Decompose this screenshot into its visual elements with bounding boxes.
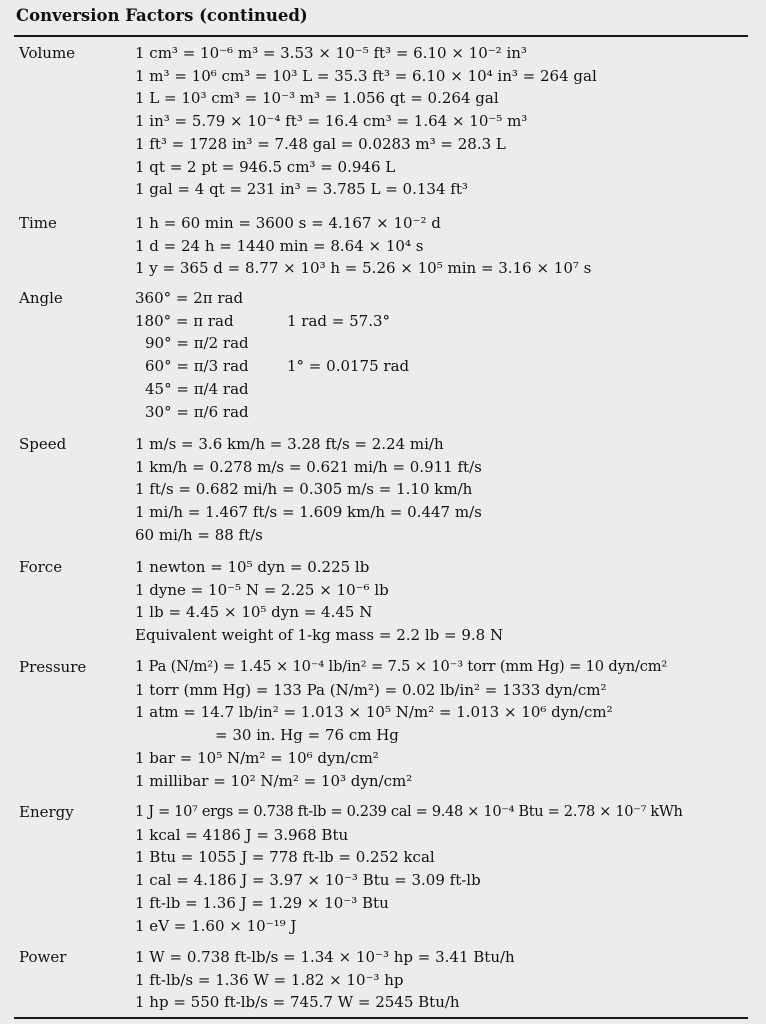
angle-equivalence: 30° = π/6 rad	[145, 402, 249, 421]
angle-equivalence: 360° = 2π rad	[135, 289, 244, 307]
section-label: Volume	[19, 44, 76, 62]
section-label: Force	[19, 558, 63, 576]
conversion-line: 1 mi/h = 1.467 ft/s = 1.609 km/h = 0.447 m/s	[135, 503, 482, 522]
conversion-line: 1 d = 24 h = 1440 min = 8.64 × 10⁴ s	[135, 236, 424, 255]
angle-equivalence: 60° = π/3 rad	[145, 357, 249, 376]
conversion-line: 1 ft/s = 0.682 mi/h = 0.305 m/s = 1.10 km/h	[135, 480, 473, 499]
conversion-line: 1 gal = 4 qt = 231 in³ = 3.785 L = 0.134 ft³	[135, 180, 468, 199]
conversion-line: 1 kcal = 4186 J = 3.968 Btu	[135, 825, 349, 844]
section-label: Speed	[19, 435, 67, 453]
conversion-line: 1 Pa (N/m²) = 1.45 × 10⁻⁴ lb/in² = 7.5 × 10⁻³ torr (mm Hg) = 10 dyn/cm²	[135, 658, 668, 675]
conversion-line: 60 mi/h = 88 ft/s	[135, 525, 263, 544]
conversion-line: 1 Btu = 1055 J = 778 ft-lb = 0.252 kcal	[135, 848, 435, 867]
conversion-line: 1 J = 10⁷ ergs = 0.738 ft-lb = 0.239 cal = 9.48 × 10⁻⁴ Btu = 2.78 × 10⁻⁷ kWh	[135, 803, 683, 820]
conversion-line: 1 ft-lb = 1.36 J = 1.29 × 10⁻³ Btu	[135, 893, 389, 912]
angle-equivalence: 90° = π/2 rad	[145, 334, 249, 353]
conversion-line: 1 y = 365 d = 8.77 × 10³ h = 5.26 × 10⁵ min = 3.16 × 10⁷ s	[135, 259, 592, 278]
conversion-line: 1 atm = 14.7 lb/in² = 1.013 × 10⁵ N/m² = 1.013 × 10⁶ dyn/cm²	[135, 703, 613, 722]
conversion-line: 1 ft³ = 1728 in³ = 7.48 gal = 0.0283 m³ = 28.3 L	[135, 134, 506, 153]
conversion-line: 1 cal = 4.186 J = 3.97 × 10⁻³ Btu = 3.09 ft-lb	[135, 871, 481, 890]
angle-equivalence: 45° = π/4 rad	[145, 379, 249, 398]
conversion-line: 1 cm³ = 10⁻⁶ m³ = 3.53 × 10⁻⁵ ft³ = 6.10 × 10⁻² in³	[135, 44, 527, 62]
top-rule	[14, 35, 748, 37]
conversion-line: 1 bar = 10⁵ N/m² = 10⁶ dyn/cm²	[135, 748, 379, 767]
section-label: Power	[19, 948, 67, 966]
conversion-line: 1 m³ = 10⁶ cm³ = 10³ L = 35.3 ft³ = 6.10 × 10⁴ in³ = 264 gal	[135, 66, 597, 85]
conversion-line: 1 eV = 1.60 × 10⁻¹⁹ J	[135, 916, 297, 935]
angle-equivalence: 180° = π rad	[135, 311, 234, 330]
angle-equivalence: 1 rad = 57.3°	[287, 311, 391, 330]
section-label: Angle	[19, 289, 63, 307]
conversion-line: 1 ft-lb/s = 1.36 W = 1.82 × 10⁻³ hp	[135, 970, 404, 989]
conversion-line: 1 hp = 550 ft-lb/s = 745.7 W = 2545 Btu/h	[135, 993, 460, 1012]
conversion-line: = 30 in. Hg = 76 cm Hg	[215, 726, 399, 745]
conversion-line: 1 m/s = 3.6 km/h = 3.28 ft/s = 2.24 mi/h	[135, 435, 444, 453]
conversion-line: 1 newton = 10⁵ dyn = 0.225 lb	[135, 558, 370, 576]
section-label: Energy	[19, 803, 74, 821]
conversion-line: 1 W = 0.738 ft-lb/s = 1.34 × 10⁻³ hp = 3.41 Btu/h	[135, 948, 515, 966]
conversion-line: Equivalent weight of 1-kg mass = 2.2 lb = 9.8 N	[135, 626, 504, 645]
conversion-line: 1 lb = 4.45 × 10⁵ dyn = 4.45 N	[135, 603, 373, 622]
conversion-line: 1 km/h = 0.278 m/s = 0.621 mi/h = 0.911 ft/s	[135, 457, 482, 476]
angle-equivalence: 1° = 0.0175 rad	[287, 357, 410, 376]
conversion-line: 1 in³ = 5.79 × 10⁻⁴ ft³ = 16.4 cm³ = 1.64 × 10⁻⁵ m³	[135, 112, 528, 131]
conversion-line: 1 dyne = 10⁻⁵ N = 2.25 × 10⁻⁶ lb	[135, 580, 389, 599]
bottom-rule	[14, 1017, 748, 1019]
page-title: Conversion Factors (continued)	[16, 6, 308, 25]
conversion-line: 1 qt = 2 pt = 946.5 cm³ = 0.946 L	[135, 157, 396, 176]
conversion-line: 1 millibar = 10² N/m² = 10³ dyn/cm²	[135, 771, 413, 790]
section-label: Time	[19, 214, 57, 232]
conversion-line: 1 L = 10³ cm³ = 10⁻³ m³ = 1.056 qt = 0.264 gal	[135, 89, 499, 108]
conversion-line: 1 torr (mm Hg) = 133 Pa (N/m²) = 0.02 lb/in² = 1333 dyn/cm²	[135, 680, 607, 699]
conversion-line: 1 h = 60 min = 3600 s = 4.167 × 10⁻² d	[135, 214, 441, 232]
section-label: Pressure	[19, 658, 87, 676]
